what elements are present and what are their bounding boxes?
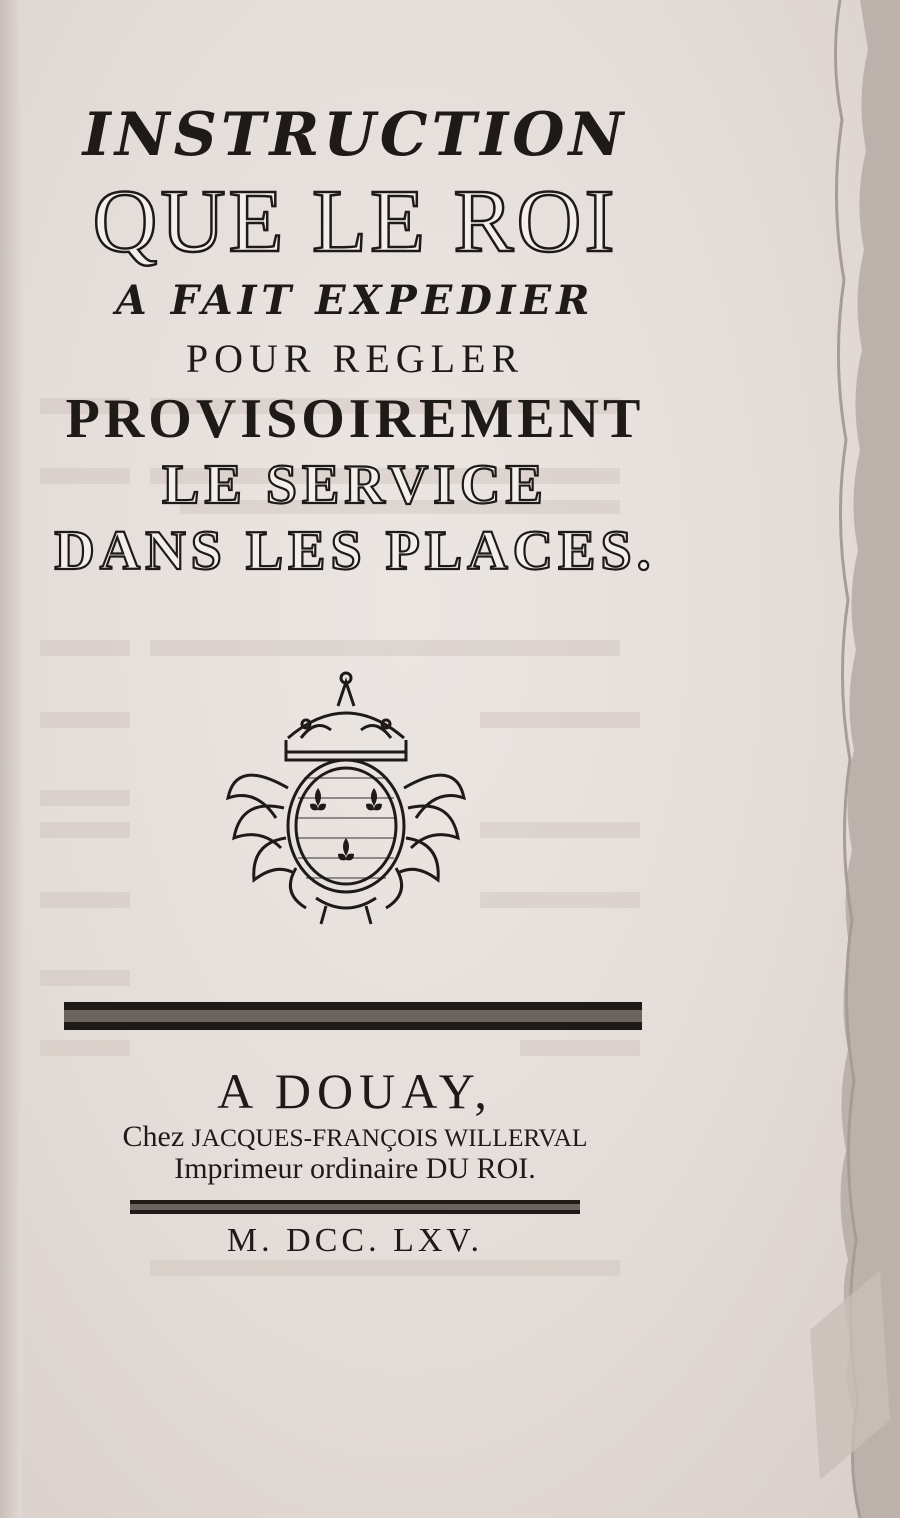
imprint-printer	[20, 1120, 690, 1154]
imprint-printer-name: JACQUES-FRANÇOIS WILLERVAL	[191, 1123, 588, 1152]
title-line-2: QUE LE ROI	[92, 172, 618, 271]
title-block	[20, 100, 690, 582]
lower-rule	[130, 1200, 580, 1214]
imprint-place: A DOUAY,	[217, 1063, 493, 1119]
imprint-printer-title	[20, 1152, 690, 1186]
title-line-1: INSTRUCTION	[82, 100, 628, 170]
title-line-6: LE SERVICE	[162, 454, 548, 516]
title-line-3: A FAIT EXPEDIER	[115, 277, 595, 324]
torn-page-edge	[790, 0, 900, 1518]
imprint-title-text: Imprimeur ordinaire	[174, 1152, 426, 1185]
imprint-title-du-roi: DU ROI.	[425, 1152, 536, 1185]
imprint-printer-prefix: Chez	[122, 1120, 192, 1153]
upper-double-rule	[64, 1002, 642, 1030]
title-line-7: DANS LES PLACES.	[54, 520, 656, 582]
royal-arms-fleur-de-lis-icon	[226, 668, 466, 928]
title-line-4: POUR REGLER	[185, 336, 525, 381]
imprint-date: M. DCC. LXV.	[226, 1222, 484, 1259]
spine-edge	[0, 0, 22, 1518]
title-line-5: PROVISOIREMENT	[65, 388, 645, 450]
